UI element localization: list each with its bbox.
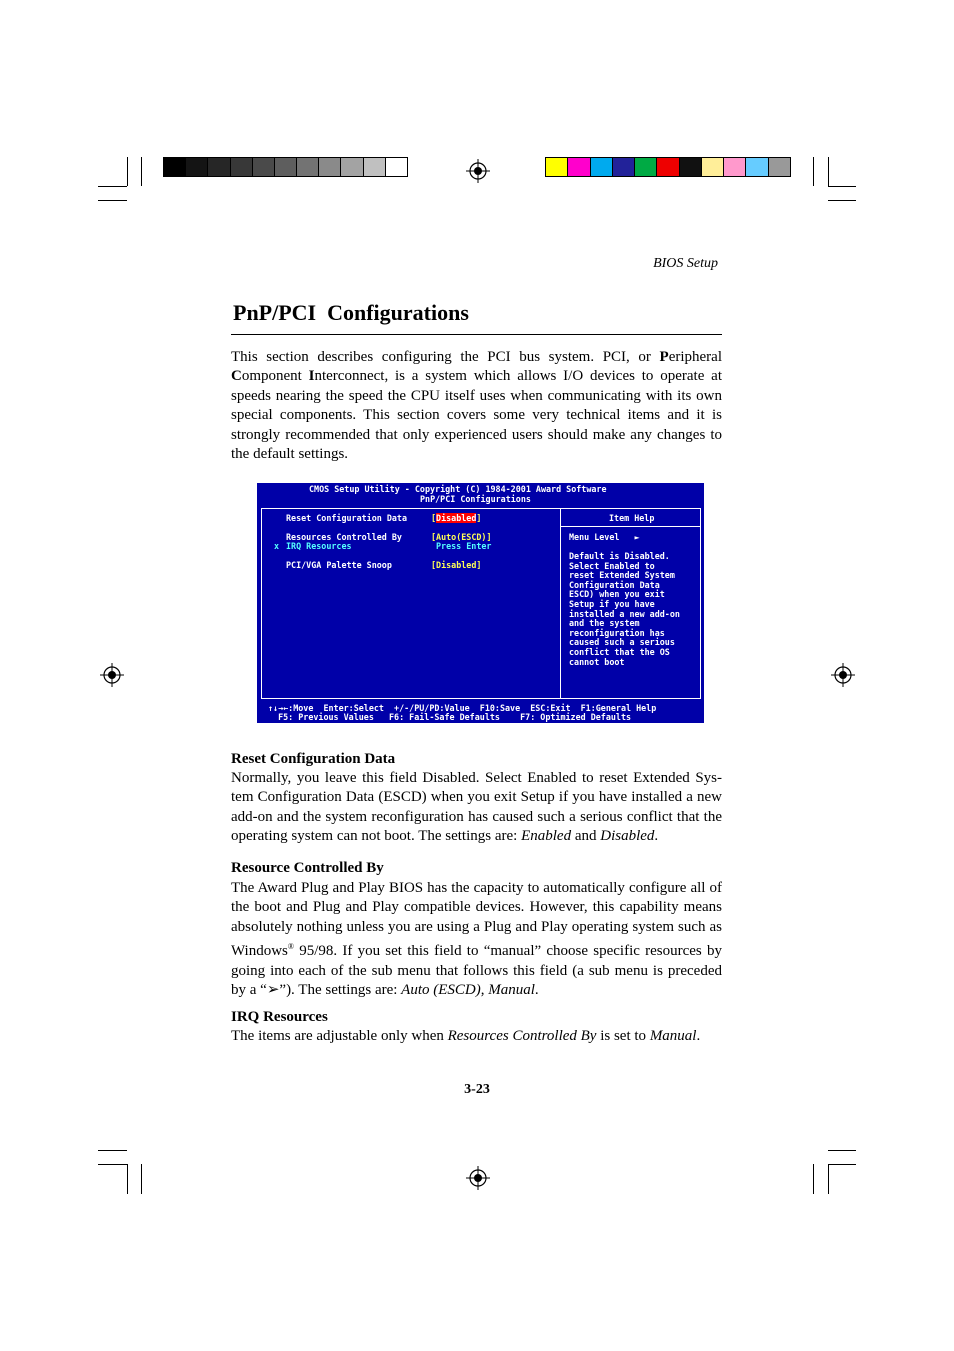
calibration-swatch [634, 157, 657, 177]
calibration-swatch [768, 157, 791, 177]
calibration-swatch [723, 157, 746, 177]
bios-item-value[interactable]: Press Enter [436, 541, 492, 551]
bios-item-label[interactable]: PCI/VGA Palette Snoop [286, 560, 392, 570]
calibration-swatch [612, 157, 635, 177]
registration-mark-icon [831, 663, 855, 687]
registration-mark-icon [100, 663, 124, 687]
bios-help-line: caused such a serious [569, 637, 675, 648]
running-header: BIOS Setup [653, 256, 718, 271]
bios-help-line: Setup if you have [569, 599, 655, 609]
bios-item-label[interactable]: Resources Controlled By [286, 532, 402, 542]
calibration-swatch [163, 157, 186, 177]
section-heading: Resource Controlled By [231, 860, 384, 876]
title-rule [231, 334, 722, 335]
calibration-swatch [363, 157, 386, 177]
bios-item-label[interactable]: Reset Configuration Data [286, 513, 408, 523]
calibration-swatch [545, 157, 568, 177]
page-number: 3-23 [464, 1082, 490, 1097]
calibration-swatch [567, 157, 590, 177]
calibration-swatch [207, 157, 230, 177]
bios-help-line: conflict that the OS [569, 647, 670, 657]
bios-help-line: Default is Disabled. [569, 551, 670, 561]
calibration-swatch [296, 157, 319, 177]
registration-mark-icon [466, 159, 490, 183]
bios-help-line: reconfiguration has [569, 627, 665, 638]
bios-submenu-marker: x [274, 541, 280, 551]
calibration-swatch [340, 157, 363, 177]
bios-help-line: and the system [569, 618, 640, 629]
submenu-arrow-icon: ➢ [266, 982, 280, 999]
section-paragraph: Normally, you leave this field Disabled. Select Enabled to reset Extended Sys-tem Configuration Data (ESCD) when you exit Setup if you have installed a new add-on and the system reconfiguration has caused such a serious conflict that the operating system can not boot. The settings are: Enabled and Disabled. [231, 770, 722, 845]
bios-help-line: Configuration Data [569, 579, 660, 590]
bios-item-value[interactable]: [Disabled] [431, 513, 482, 523]
section-paragraph: The items are adjustable only when Resources Controlled By is set to Manual. [231, 1028, 701, 1044]
bios-menu-level: Menu Level ► [569, 532, 640, 542]
calibration-swatch [252, 157, 275, 177]
bios-help-line: installed a new add-on [569, 608, 680, 619]
page-title: PnP/PCI Configurations [233, 300, 469, 325]
calibration-swatch [656, 157, 679, 177]
bios-help-line: reset Extended System [569, 570, 675, 581]
calibration-swatch [274, 157, 297, 177]
bios-item-value[interactable]: [Auto(ESCD)] [431, 532, 492, 542]
calibration-swatch [679, 157, 702, 177]
bios-title: CMOS Setup Utility - Copyright (C) 1984-2001 Award Software [309, 484, 607, 494]
bios-subtitle: PnP/PCI Configurations [420, 494, 531, 504]
bios-footer-keys: ↑↓→←:Move Enter:Select +/-/PU/PD:Value F10:Save ESC:Exit F1:General Help [268, 703, 657, 713]
bios-help-line: cannot boot [569, 656, 625, 667]
calibration-swatch [185, 157, 208, 177]
bios-item-label[interactable]: IRQ Resources [286, 541, 352, 551]
registration-mark-icon [466, 1166, 490, 1190]
bios-help-line: ESCD) when you exit [569, 589, 665, 600]
bios-item-value[interactable]: [Disabled] [431, 560, 482, 570]
section-paragraph: The Award Plug and Play BIOS has the capacity to automatically configure all of the boot and Plug and Play compatible devices. However, this capability means absolutely nothing unless you are using a Plug and Play operating system such as Windows® 95/98. If you set this field to “manual” choose specific resources by going into each of the sub menu that follows this field (a sub menu is preceded by a “➢”). The settings are: Auto (ESCD), Manual. [231, 880, 722, 999]
section-heading: Reset Configuration Data [231, 751, 396, 767]
calibration-swatch [385, 157, 408, 177]
calibration-swatch [318, 157, 341, 177]
section-heading: IRQ Resources [231, 1009, 328, 1025]
bios-footer-defaults: F5: Previous Values F6: Fail-Safe Defaults F7: Optimized Defaults [268, 712, 632, 722]
bios-help-title: Item Help [609, 513, 655, 523]
bios-help-line: Select Enabled to [569, 560, 655, 571]
calibration-swatch [590, 157, 613, 177]
bios-screenshot [257, 483, 704, 723]
calibration-swatch [701, 157, 724, 177]
calibration-swatch [230, 157, 253, 177]
intro-paragraph: This section describes configuring the PCI bus system. PCI, or Peripheral Component Interconnect, is a system which allows I/O devices to operate at speeds nearing the speed the CPU itself uses when communicating with its own special components. This section covers some very technical items and it is strongly recommended that only experienced users should make any changes to the default settings. [231, 349, 722, 463]
calibration-swatch [745, 157, 768, 177]
